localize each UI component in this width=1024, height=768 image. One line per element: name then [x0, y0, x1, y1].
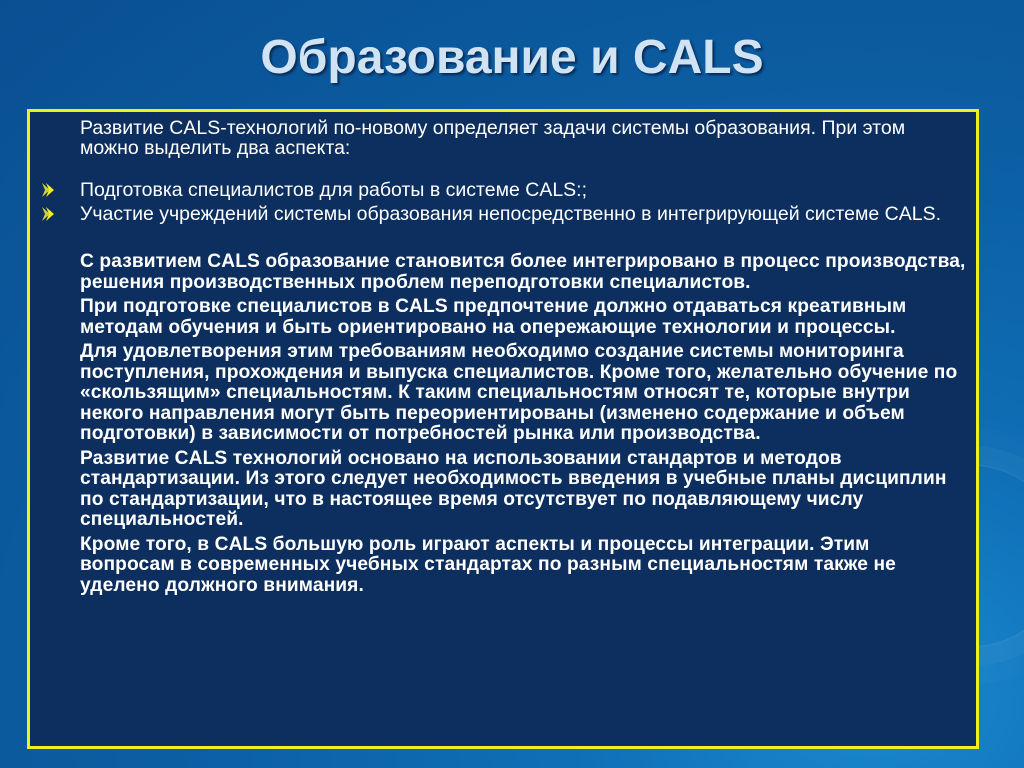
arrow-bullet-icon [42, 183, 56, 197]
aspect-item-text: Подготовка специалистов для работы в системе CALS:; [80, 179, 588, 201]
aspect-list [38, 180, 968, 224]
aspect-item [38, 204, 968, 224]
body-paragraph: Развитие CALS технологий основано на использовании стандартов и методов стандартизации. Из этого следует необходимость введения в учебные планы дисциплин по стандартизации, что в настоящее время отсутствует по подавляющему числу специальностей. [80, 447, 947, 530]
aspect-item [38, 180, 968, 200]
aspect-item-text: Участие учреждений системы образования непосредственно в интегрирующей системе CALS. [80, 203, 941, 225]
content-body [38, 118, 968, 600]
content-panel [27, 109, 979, 749]
slide-title: Образование и CALS [260, 31, 764, 84]
body-paragraph: При подготовке специалистов в CALS предпочтение должно отдаваться креативным методам обучения и быть ориентировано на опережающие технологии и процессы. [80, 296, 907, 338]
body-paragraph: Кроме того, в CALS большую роль играют аспекты и процессы интеграции. Этим вопросам в современных учебных стандартах по разным специальностям также не уделено должного внимания. [80, 533, 896, 596]
body-paragraph: Для удовлетворения этим требованиям необходимо создание системы мониторинга поступления, прохождения и выпуска специалистов. Кроме того, желательно обучение по «скользящим» специальностям. К таким специальностям относят те, которые внутри некого направления могут быть переориентированы (изменено содержание и объем подготовки) в зависимости от потребностей рынка или производства. [80, 341, 958, 444]
intro-paragraph: Развитие CALS-технологий по-новому определяет задачи системы образования. При этом можно выделить два аспекта: [80, 117, 906, 159]
body-paragraph: С развитием CALS образование становится более интегрировано в процесс производства, решения производственных проблем переподготовки специалистов. [80, 251, 966, 293]
arrow-bullet-icon [42, 207, 56, 221]
